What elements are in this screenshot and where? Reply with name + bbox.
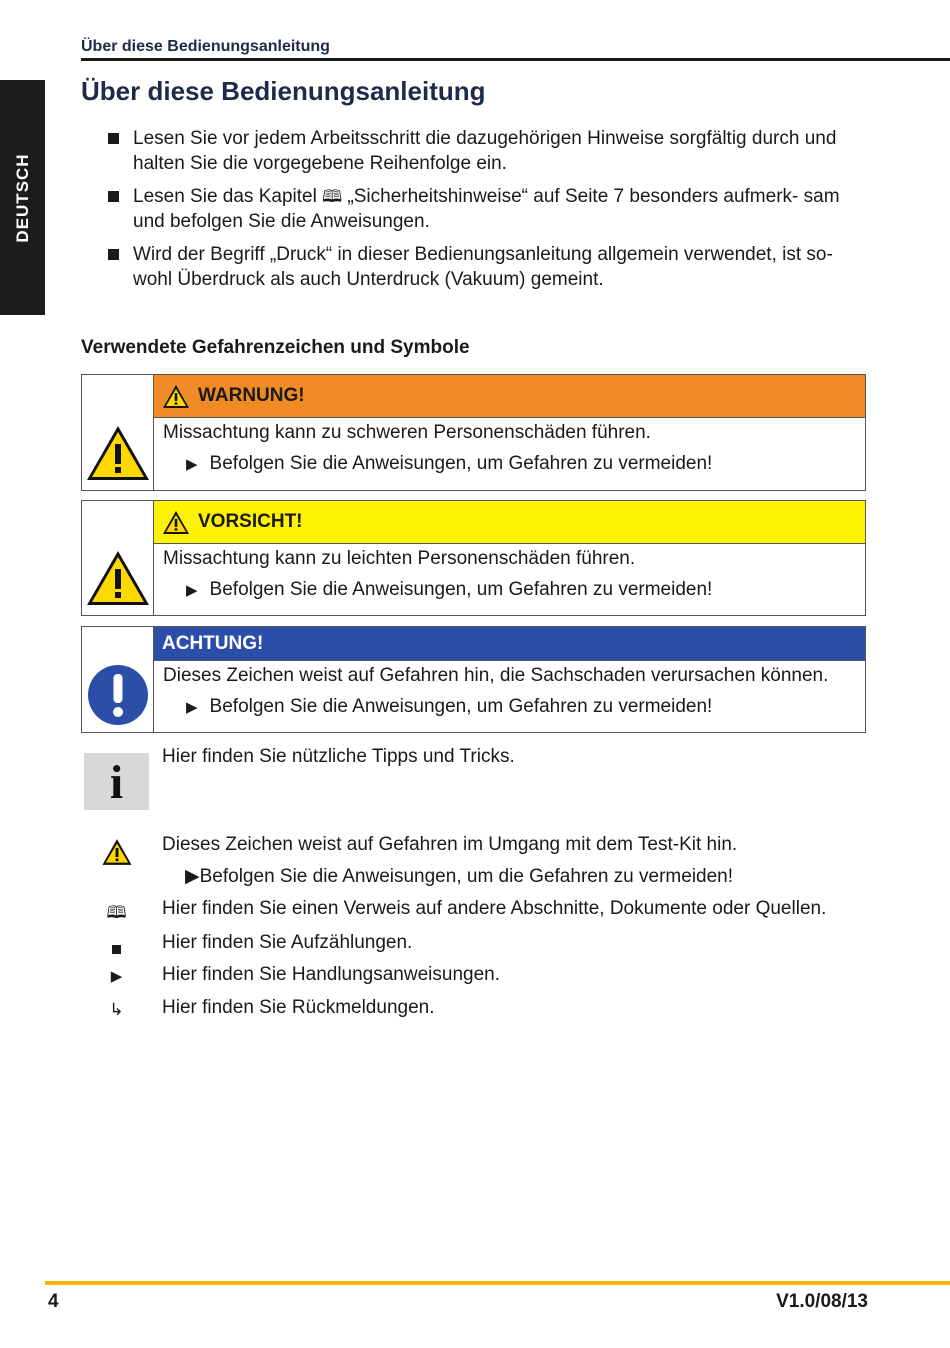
legend-feedback-text: Hier finden Sie Rückmeldungen. xyxy=(162,997,435,1018)
legend-list-text: Hier finden Sie Aufzählungen. xyxy=(162,932,413,953)
notice-header xyxy=(154,627,865,661)
bullet-square-icon xyxy=(108,133,119,144)
legend-reference-text: Hier finden Sie einen Verweis auf andere Abschnitte, Dokumente oder Quellen. xyxy=(162,898,827,919)
caution-icon-column xyxy=(82,501,154,615)
bullet-square-icon xyxy=(108,249,119,260)
bullet-square-icon xyxy=(108,191,119,202)
list-item-text-after: „Sicherheitshinweise“ auf Seite 7 besonders aufmerk- sam und befolgen Sie die Anweisungen. xyxy=(133,186,840,232)
warning-triangle-icon xyxy=(85,424,151,482)
language-tab-label: DEUTSCH xyxy=(12,152,32,243)
legend-test-kit-action-text: Befolgen Sie die Anweisungen, um die Gefahren zu vermeiden! xyxy=(199,866,734,887)
list-item-text: Wird der Begriff „Druck“ in dieser Bedienungsanleitung allgemein verwendet, ist so- wohl Überdruck als auch Unterdruck (Vakuum) gemeint. xyxy=(133,244,833,290)
action-arrow-icon: ▶ xyxy=(186,456,198,473)
notice-action-text: Befolgen Sie die Anweisungen, um Gefahren zu vermeiden! xyxy=(209,696,713,717)
list-item xyxy=(108,242,868,292)
action-arrow-icon: ▶ xyxy=(186,699,198,716)
warning-action xyxy=(186,453,712,475)
action-arrow-icon: ▶ xyxy=(186,582,198,599)
legend-instruction-text: Hier finden Sie Handlungsanweisungen. xyxy=(162,964,501,985)
legend-test-kit-text: Dieses Zeichen weist auf Gefahren im Umgang mit dem Test-Kit hin. xyxy=(162,834,738,855)
legend-row-test-kit-action xyxy=(81,865,881,895)
tips-text: Hier finden Sie nützliche Tipps und Tricks. xyxy=(162,746,515,767)
list-item-text-before: Lesen Sie das Kapitel xyxy=(133,186,323,207)
caution-action-text: Befolgen Sie die Anweisungen, um Gefahren zu vermeiden! xyxy=(209,579,713,600)
caution-description: Missachtung kann zu leichten Personenschäden führen. xyxy=(163,548,636,569)
warning-header xyxy=(154,375,865,418)
caution-box xyxy=(81,500,866,616)
language-tab xyxy=(0,80,45,315)
notice-icon-column xyxy=(82,627,154,732)
bullet-square-icon xyxy=(81,939,152,959)
header-rule xyxy=(81,58,950,61)
warning-icon-column xyxy=(82,375,154,490)
legend-row-feedback xyxy=(81,997,881,1027)
result-arrow-icon: ↳ xyxy=(109,1000,124,1019)
list-item-text: Lesen Sie vor jedem Arbeitsschritt die dazugehörigen Hinweise sorgfältig durch und halten Sie die vorgegebene Reihenfolge ein. xyxy=(133,128,837,174)
caution-triangle-icon xyxy=(85,549,151,607)
caution-header xyxy=(154,501,865,544)
book-reference-icon: 🕮 xyxy=(322,187,343,206)
section-heading: Verwendete Gefahrenzeichen und Symbole xyxy=(81,337,470,358)
warning-small-icon xyxy=(162,384,190,409)
book-reference-icon: 🕮 xyxy=(106,903,127,922)
notice-description: Dieses Zeichen weist auf Gefahren hin, die Sachschaden verursachen können. xyxy=(163,665,829,686)
version-label: V1.0/08/13 xyxy=(776,1291,868,1312)
info-icon: i xyxy=(84,753,149,810)
caution-action xyxy=(186,579,712,601)
action-arrow-icon: ▶ xyxy=(110,968,123,985)
caution-label: VORSICHT! xyxy=(198,511,303,532)
page-title: Über diese Bedienungsanleitung xyxy=(81,76,486,106)
caution-small-icon xyxy=(162,510,190,535)
legend-test-kit-action xyxy=(185,865,733,888)
list-item xyxy=(108,184,868,234)
warning-description: Missachtung kann zu schweren Personenschäden führen. xyxy=(163,422,651,443)
legend-row-list xyxy=(81,932,881,962)
warning-box xyxy=(81,374,866,491)
warning-label: WARNUNG! xyxy=(198,385,305,406)
notice-action xyxy=(186,696,712,718)
legend-row-instruction xyxy=(81,964,881,994)
notice-box xyxy=(81,626,866,733)
notice-label: ACHTUNG! xyxy=(162,632,264,654)
legend-row-reference xyxy=(81,898,881,928)
mandatory-exclamation-icon xyxy=(87,664,149,726)
list-item xyxy=(108,126,868,176)
intro-list xyxy=(108,126,868,300)
page-number: 4 xyxy=(48,1291,59,1312)
running-header: Über diese Bedienungsanleitung xyxy=(81,38,330,55)
warning-action-text: Befolgen Sie die Anweisungen, um Gefahren zu vermeiden! xyxy=(209,453,713,474)
action-arrow-icon: ▶ xyxy=(185,866,200,887)
footer-rule xyxy=(45,1281,950,1285)
legend-row-test-kit xyxy=(81,834,881,864)
